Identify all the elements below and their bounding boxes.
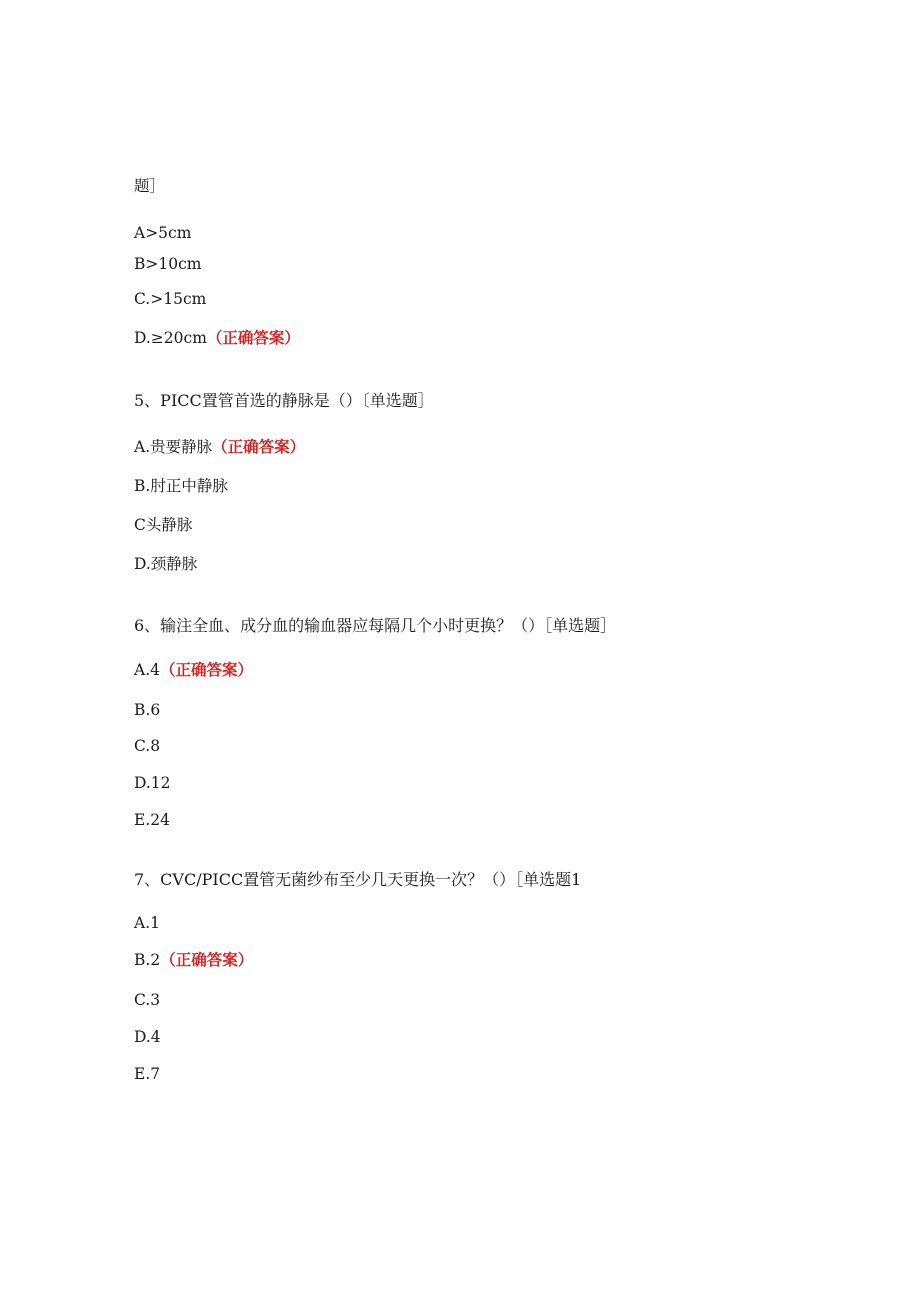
q4-option-c (134, 289, 206, 309)
q7-option-a (134, 913, 160, 933)
q5-option-b (134, 476, 228, 496)
q5-option-c (134, 515, 192, 535)
option-text: A.4 (134, 661, 160, 679)
q6-option-e (134, 810, 170, 830)
option-text: C头静脉 (134, 516, 193, 534)
option-text: B.肘正中静脉 (134, 477, 228, 495)
q4-option-b (134, 254, 201, 274)
correct-answer-marker: （正确答案） (212, 437, 306, 456)
question-6-title: 6、输注全血、成分血的输血器应每隔几个小时更换？（）［单选题］ (134, 616, 617, 635)
option-text: D.颈静脉 (134, 555, 198, 573)
correct-answer-marker: （正确答案） (159, 660, 253, 679)
q6-option-c (134, 736, 160, 756)
q7-option-b (134, 950, 253, 970)
option-text: C.3 (134, 991, 161, 1009)
option-text: D.12 (134, 774, 171, 792)
q7-option-d (134, 1027, 161, 1047)
q6-option-a (134, 660, 253, 680)
option-text: A>5cm (134, 224, 192, 242)
option-text: A.贵要静脉 (134, 438, 213, 456)
question-5-title: 5、PICC置管首选的静脉是（）〔单选题］ (134, 391, 434, 410)
correct-answer-marker: （正确答案） (206, 328, 300, 347)
q7-option-e (134, 1064, 160, 1084)
option-text: C.8 (134, 737, 161, 755)
option-text: E.24 (134, 811, 170, 829)
q5-option-d (134, 554, 197, 574)
option-text: D.≥20cm (134, 329, 207, 347)
question-7-title: 7、CVC/PICC置管无菌纱布至少几天更换一次？（）［单选题1 (134, 870, 582, 889)
option-text: E.7 (134, 1065, 161, 1083)
q6-option-d (134, 773, 171, 793)
question-4-continuation: 题］ (134, 177, 166, 195)
option-text: B>10cm (134, 255, 202, 273)
option-text: C.>15cm (134, 290, 207, 308)
q4-option-a (134, 223, 191, 243)
q6-option-b (134, 700, 160, 720)
correct-answer-marker: （正确答案） (160, 950, 254, 969)
option-text: B.2 (134, 951, 161, 969)
q5-option-a (134, 437, 305, 457)
option-text: A.1 (134, 914, 160, 932)
option-text: B.6 (134, 701, 161, 719)
option-text: D.4 (134, 1028, 161, 1046)
q7-option-c (134, 990, 160, 1010)
q4-option-d (134, 328, 300, 348)
